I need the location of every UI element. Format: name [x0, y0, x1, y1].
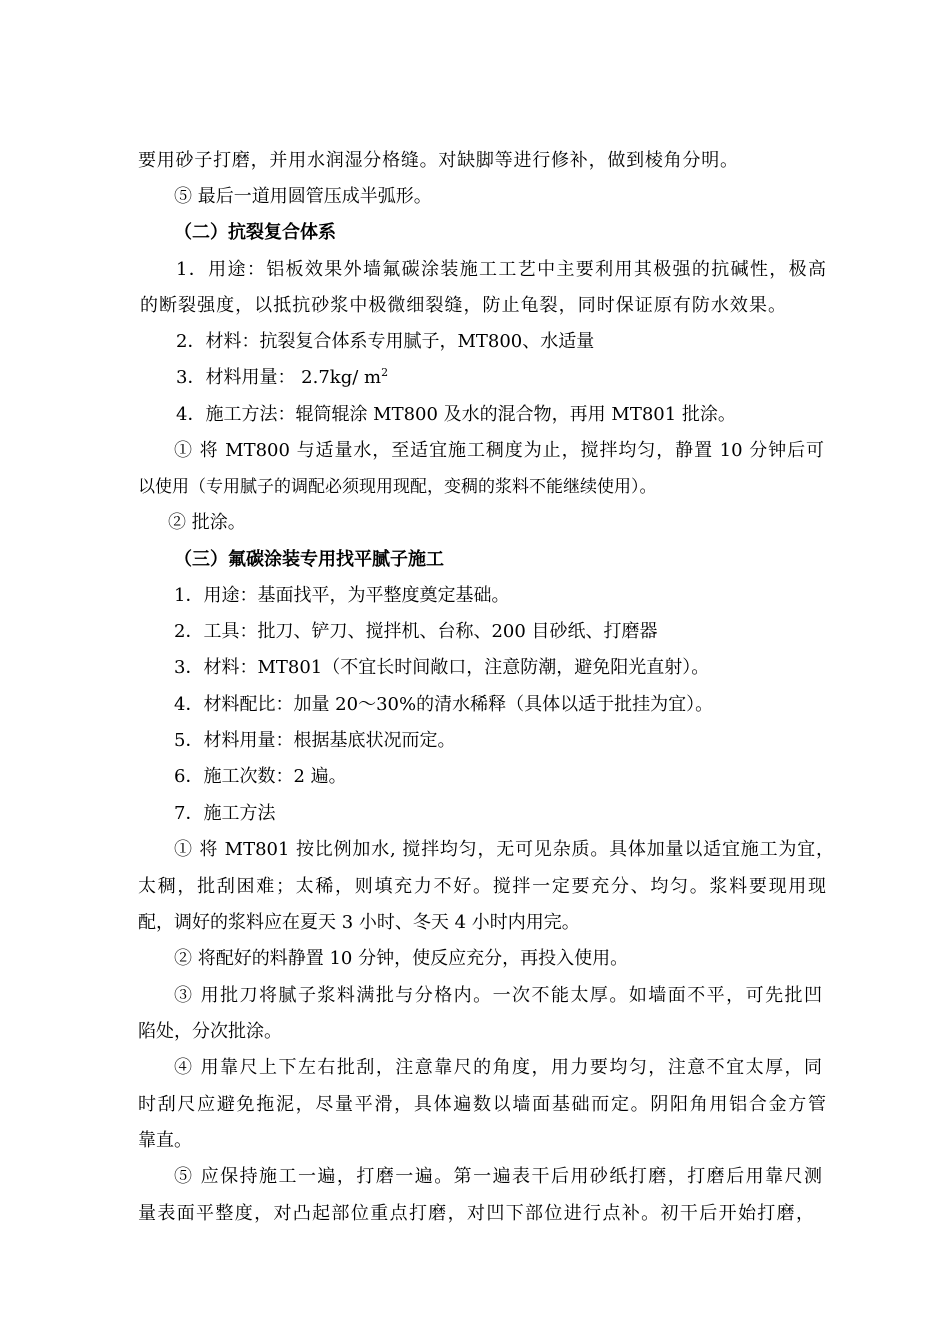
- list-item: 5．材料用量：根据基底状况而定。: [174, 730, 456, 751]
- paragraph-line: ③ 用批刀将腻子浆料满批与分格内。一次不能太厚。如墙面不平，可先批凹: [174, 985, 822, 1006]
- paragraph-line: 太稠，批刮困难；太稀，则填充力不好。搅拌一定要充分、均匀。浆料要现用现: [138, 876, 826, 897]
- list-item: 4．施工方法：辊筒辊涂 MT800 及水的混合物，再用 MT801 批涂。: [176, 404, 736, 425]
- paragraph-line: 陷处，分次批涂。: [138, 1021, 282, 1042]
- paragraph-line: 1．用途：铝板效果外墙氟碳涂装施工工艺中主要利用其极强的抗碱性，极高: [176, 259, 826, 280]
- list-item: 1．用途：基面找平，为平整度奠定基础。: [174, 585, 510, 606]
- list-item: ② 批涂。: [168, 512, 246, 533]
- list-item: 4．材料配比：加量 20～30%的清水稀释（具体以适于批挂为宜）。: [174, 694, 714, 715]
- list-item: 7．施工方法: [174, 803, 276, 824]
- paragraph-line: 要用砂子打磨，并用水润湿分格缝。对缺脚等进行修补，做到棱角分明。: [138, 150, 738, 171]
- list-item: 2．材料：抗裂复合体系专用腻子，MT800、水适量: [176, 331, 595, 352]
- paragraph-line: 靠直。: [138, 1130, 192, 1151]
- paragraph-line: ① 将 MT801 按比例加水, 搅拌均匀，无可见杂质。具体加量以适宜施工为宜，: [174, 839, 834, 860]
- list-item: ⑤ 最后一道用圆管压成半弧形。: [174, 186, 432, 207]
- list-item: 6．施工次数：2 遍。: [174, 766, 347, 787]
- paragraph-line: ⑤ 应保持施工一遍，打磨一遍。第一遍表干后用砂纸打磨，打磨后用靠尺测: [174, 1166, 822, 1187]
- paragraph-line: ② 将配好的料静置 10 分钟，使反应充分，再投入使用。: [174, 948, 629, 969]
- list-item: 3．材料：MT801（不宜长时间敞口，注意防潮，避免阳光直射）。: [174, 657, 710, 678]
- paragraph-line: 时刮尺应避免拖泥，尽量平滑，具体遍数以墙面基础而定。阴阳角用铝合金方管: [138, 1094, 826, 1115]
- superscript-2: 2: [381, 366, 389, 379]
- section-heading: （三）氟碳涂装专用找平腻子施工: [174, 549, 444, 570]
- material-usage-text: 3．材料用量： 2.7kg/ m: [176, 367, 382, 388]
- paragraph-line: 以使用（专用腻子的调配必须现用现配，变稠的浆料不能继续使用）。: [138, 477, 657, 497]
- section-heading: （二）抗裂复合体系: [174, 222, 336, 243]
- list-item: [176, 360, 876, 396]
- paragraph-line: ① 将 MT800 与适量水，至适宜施工稠度为止，搅拌均匀，静置 10 分钟后可: [174, 440, 824, 461]
- paragraph-line: 配，调好的浆料应在夏天 3 小时、冬天 4 小时内用完。: [138, 912, 580, 933]
- paragraph-line: ④ 用靠尺上下左右批刮，注意靠尺的角度，用力要均匀，注意不宜太厚，同: [174, 1057, 822, 1078]
- list-item: 2．工具：批刀、铲刀、搅拌机、台称、200 目砂纸、打磨器: [174, 621, 658, 642]
- paragraph-line: 量表面平整度，对凸起部位重点打磨，对凹下部位进行点补。初干后开始打磨，: [138, 1203, 814, 1224]
- paragraph-line: 的断裂强度，以抵抗砂浆中极微细裂缝，防止龟裂，同时保证原有防水效果。: [140, 295, 786, 316]
